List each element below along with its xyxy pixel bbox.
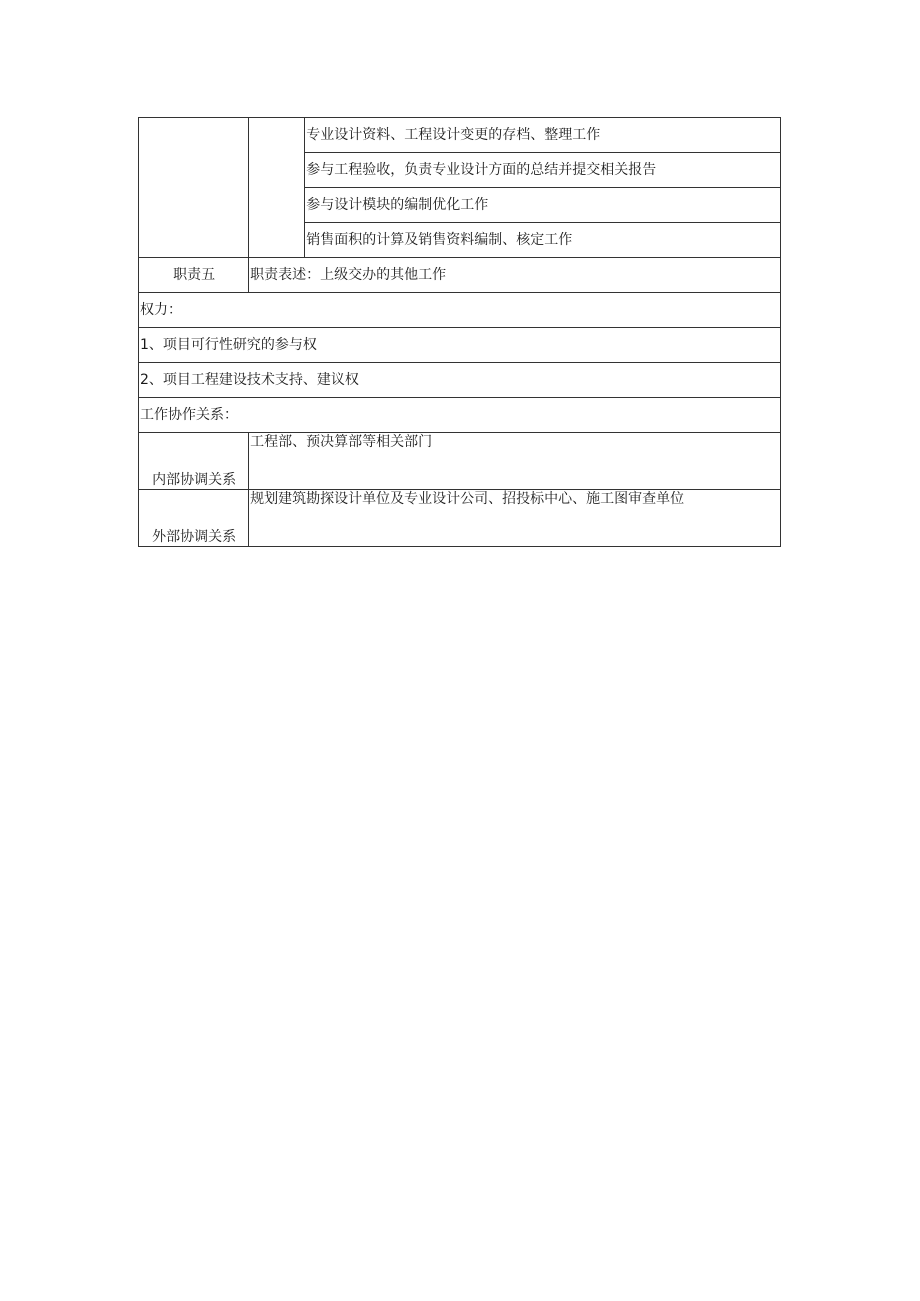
relations-heading: 工作协作关系： [139,398,781,433]
duty-detail-text: 销售面积的计算及销售资料编制、核定工作 [305,223,781,258]
duty-label-cell [139,118,249,258]
authority-item: 1、项目可行性研究的参与权 [139,328,781,363]
internal-relation-value: 工程部、预决算部等相关部门 [249,433,781,490]
external-relation-row [139,490,781,547]
relations-heading-row [139,398,781,433]
authority-item-row [139,328,781,363]
authority-heading: 权力： [139,293,781,328]
external-relation-label: 外部协调关系 [139,490,249,547]
duty-detail-text: 参与设计模块的编制优化工作 [305,188,781,223]
duty5-row [139,258,781,293]
duty-detail-text: 专业设计资料、工程设计变更的存档、整理工作 [305,118,781,153]
duty-detail-row [139,118,781,153]
job-description-table [138,117,781,547]
internal-relation-label: 内部协调关系 [139,433,249,490]
internal-relation-row [139,433,781,490]
duty-detail-text: 参与工程验收，负责专业设计方面的总结并提交相关报告 [305,153,781,188]
external-relation-value: 规划建筑勘探设计单位及专业设计公司、招投标中心、施工图审查单位 [249,490,781,547]
duty5-label: 职责五 [139,258,249,293]
duty5-description: 职责表述：上级交办的其他工作 [249,258,781,293]
authority-item-row [139,363,781,398]
authority-heading-row [139,293,781,328]
duty-sub-cell [249,118,305,258]
authority-item: 2、项目工程建设技术支持、建议权 [139,363,781,398]
